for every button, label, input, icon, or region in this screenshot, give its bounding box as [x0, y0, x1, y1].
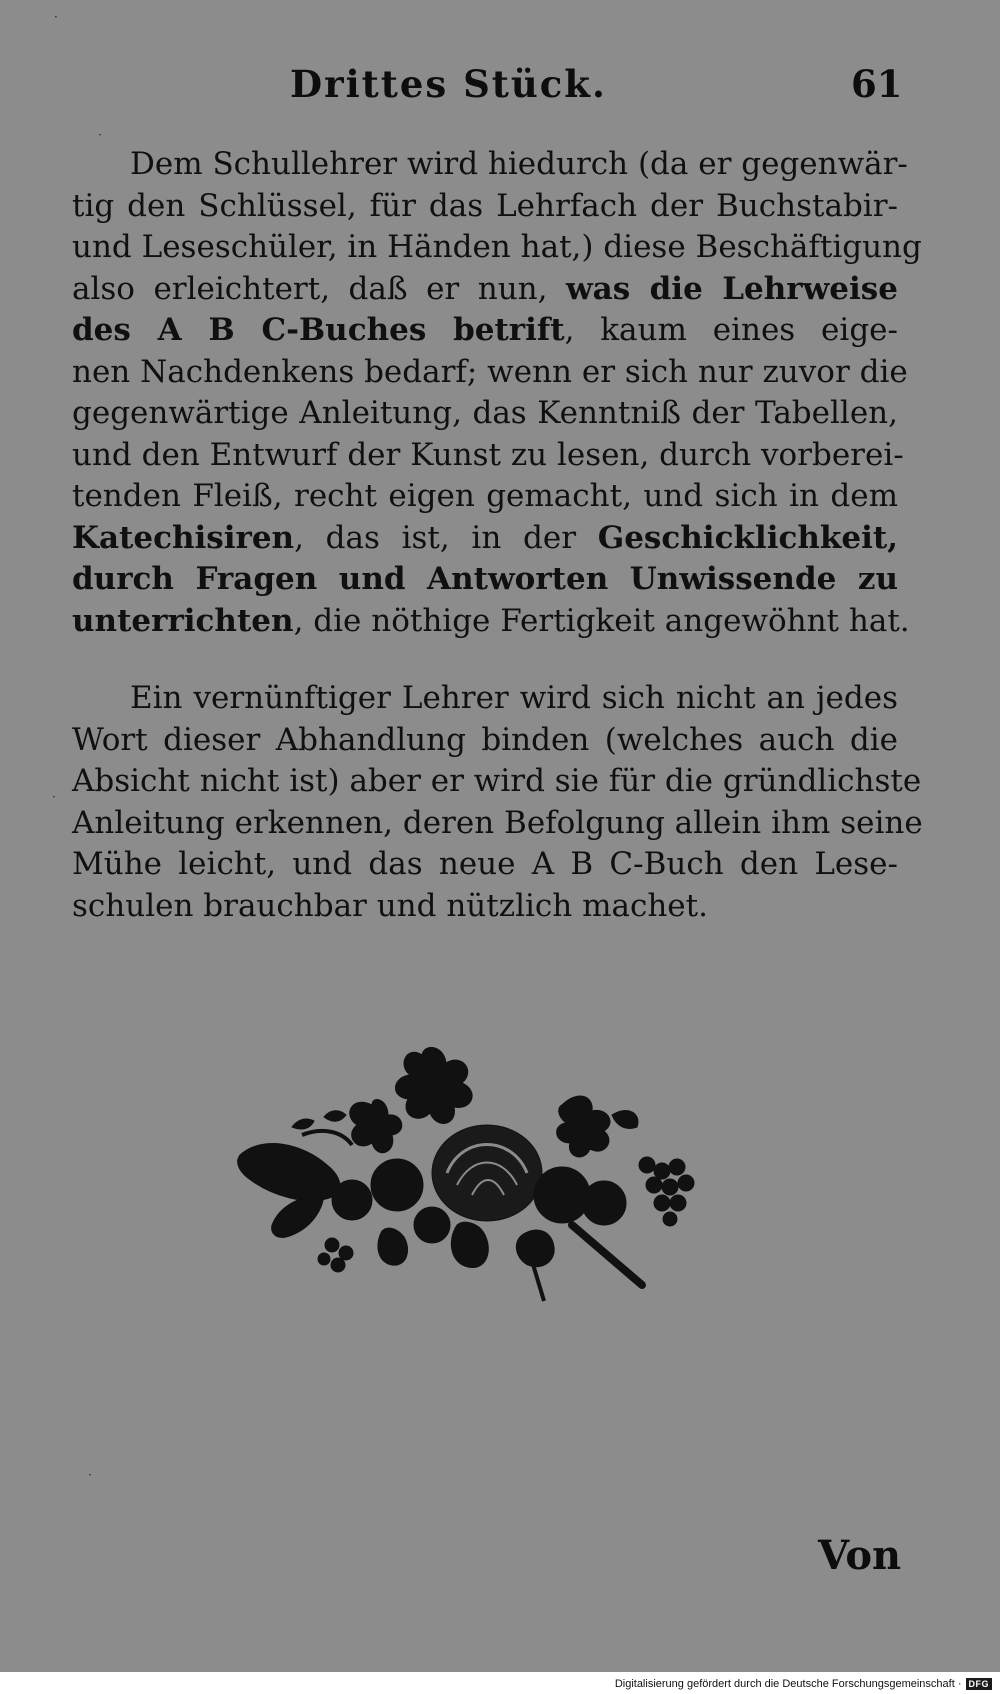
scan-speck: · — [54, 10, 58, 24]
paragraph-line: schulen brauchbar und nützlich machet. — [72, 887, 708, 924]
emphasized-text: des A B C-Buches betrift — [72, 312, 565, 348]
paragraph-2 — [72, 678, 923, 927]
emphasized-text: was die Lehrweise — [565, 270, 898, 307]
paragraph-line: Katechisiren, das ist, in der Geschicklichkeit, — [72, 519, 898, 556]
scan-speck: · — [88, 1468, 92, 1482]
funding-credit: Digitalisierung gefördert durch die Deutsche Forschungsgemeinschaft · — [614, 1678, 962, 1690]
paragraph-line — [72, 559, 898, 601]
emphasized-text: durch Fragen und Antworten Unwissende zu — [72, 561, 898, 597]
fruit-vignette-icon — [232, 1035, 732, 1315]
dfg-logo: DFG — [966, 1678, 993, 1690]
page-number: 61 — [851, 62, 903, 106]
paragraph-line: und Leseschüler, in Händen hat,) diese Beschäftigung — [72, 229, 922, 265]
paragraph-line: tenden Fleiß, recht eigen gemacht, und sich in dem — [72, 478, 898, 514]
paragraph-line: Mühe leicht, und das neue A B C-Buch den Lese- — [72, 846, 898, 882]
paragraph-line: unterrichten, die nöthige Fertigkeit angewöhnt hat. — [72, 602, 910, 639]
running-header-title: Drittes Stück. — [290, 62, 607, 106]
emphasized-text: Katechisiren — [72, 519, 295, 556]
paragraph-line: nen Nachdenkens bedarf; wenn er sich nur zuvor die — [72, 353, 908, 390]
paragraph-line: Absicht nicht ist) aber er wird sie für die gründlichste — [72, 763, 922, 799]
paragraph-line: des A B C-Buches betrift, kaum eines eige- — [72, 312, 898, 348]
digitization-footer — [615, 1678, 992, 1690]
paragraph-line: und den Entwurf der Kunst zu lesen, durch vorberei- — [72, 436, 904, 473]
scan-speck: · — [98, 128, 102, 142]
paragraph-1 — [72, 144, 922, 642]
scan-speck: · — [52, 790, 56, 804]
paragraph-line: tig den Schlüssel, für das Lehrfach der Buchstabir- — [72, 187, 898, 224]
paragraph-line: Dem Schullehrer wird hiedurch (da er gegenwär- — [130, 146, 908, 182]
paragraph-line: Anleitung erkennen, deren Befolgung allein ihm seine — [72, 804, 923, 841]
emphasized-text: Geschicklichkeit, — [597, 519, 898, 556]
paragraph-line: Wort dieser Abhandlung binden (welches auch die — [72, 721, 898, 758]
paragraph-line: gegenwärtige Anleitung, das Kenntniß der Tabellen, — [72, 395, 898, 431]
emphasized-text: unterrichten — [72, 602, 294, 639]
catchword: Von — [818, 1532, 902, 1579]
paragraph-line: also erleichtert, daß er nun, was die Lehrweise — [72, 270, 898, 307]
paragraph-line: Ein vernünftiger Lehrer wird sich nicht an jedes — [130, 680, 898, 716]
